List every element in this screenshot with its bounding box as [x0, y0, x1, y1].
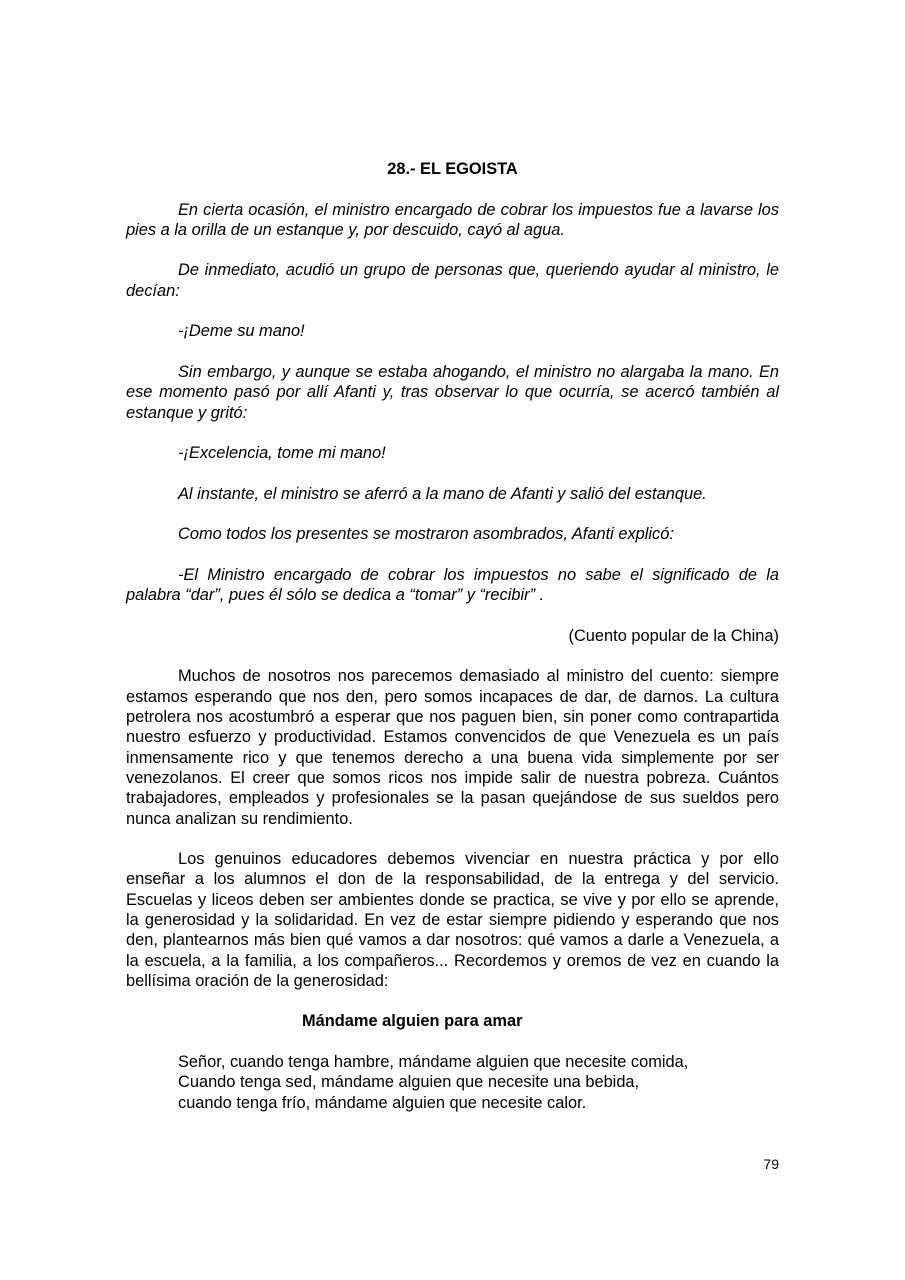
page-number: 79 — [763, 1156, 779, 1172]
reflection-paragraph: Muchos de nosotros nos parecemos demasiado al ministro del cuento: siempre estamos esperando que nos den, pero somos incapaces de dar, de darnos. La cultura petrolera nos acostumbró a esperar que nos paguen bien, sin poner como contrapartida nuestro esfuerzo y productividad. Estamos convencidos de que Venezuela es un país inmensamente rico y que tenemos derecho a una buena vida simplemente por ser venezolanos. El creer que somos ricos nos impide salir de nuestra pobreza. Cuántos trabajadores, empleados y profesionales se la pasan quejándose de sus sueldos pero nunca analizan su rendimiento. — [126, 667, 779, 828]
story-paragraph: De inmediato, acudió un grupo de personas que, queriendo ayudar al ministro, le decían: — [126, 261, 779, 300]
story-source: (Cuento popular de la China) — [568, 626, 779, 645]
prayer-line: Cuando tenga sed, mándame alguien que necesite una bebida, — [178, 1073, 640, 1092]
reflection-paragraph: Los genuinos educadores debemos vivenciar en nuestra práctica y por ello enseñar a los alumnos el don de la responsabilidad, de la entrega y del servicio. Escuelas y liceos deben ser ambientes donde se practica, se vive y por ello se aprende, la generosidad y la solidaridad. En vez de estar siempre pidiendo y esperando que nos den, plantearnos más bien qué vamos a dar nosotros: qué vamos a darle a Venezuela, a la escuela, a la familia, a los compañeros... Recordemos y oremos de vez en cuando la bellísima oración de la generosidad: — [126, 850, 779, 990]
story-dialogue: -El Ministro encargado de cobrar los impuestos no sabe el significado de la palabra “dar”, pues él sólo se dedica a “tomar” y “recibir” . — [126, 565, 779, 605]
story-dialogue: -¡Deme su mano! — [178, 322, 305, 341]
prayer-line: cuando tenga frío, mándame alguien que necesite calor. — [178, 1093, 587, 1112]
page-body — [126, 159, 779, 1113]
story-paragraph: En cierta ocasión, el ministro encargado de cobrar los impuestos fue a lavarse los pies a la orilla de un estanque y, por descuido, cayó al agua. — [126, 200, 779, 239]
chapter-title: 28.- EL EGOISTA — [387, 160, 518, 178]
prayer-text — [178, 1052, 779, 1113]
prayer-title: Mándame alguien para amar — [302, 1012, 523, 1031]
story-paragraph: Al instante, el ministro se aferró a la mano de Afanti y salió del estanque. — [178, 484, 707, 503]
prayer-line: Señor, cuando tenga hambre, mándame alguien que necesite comida, — [178, 1053, 689, 1072]
story-paragraph: Sin embargo, y aunque se estaba ahogando, el ministro no alargaba la mano. En ese momento pasó por allí Afanti y, tras observar lo que ocurría, se acercó también al estanque y gritó: — [126, 362, 779, 422]
story-dialogue: -¡Excelencia, tome mi mano! — [178, 444, 386, 463]
story-paragraph: Como todos los presentes se mostraron asombrados, Afanti explicó: — [178, 525, 674, 544]
